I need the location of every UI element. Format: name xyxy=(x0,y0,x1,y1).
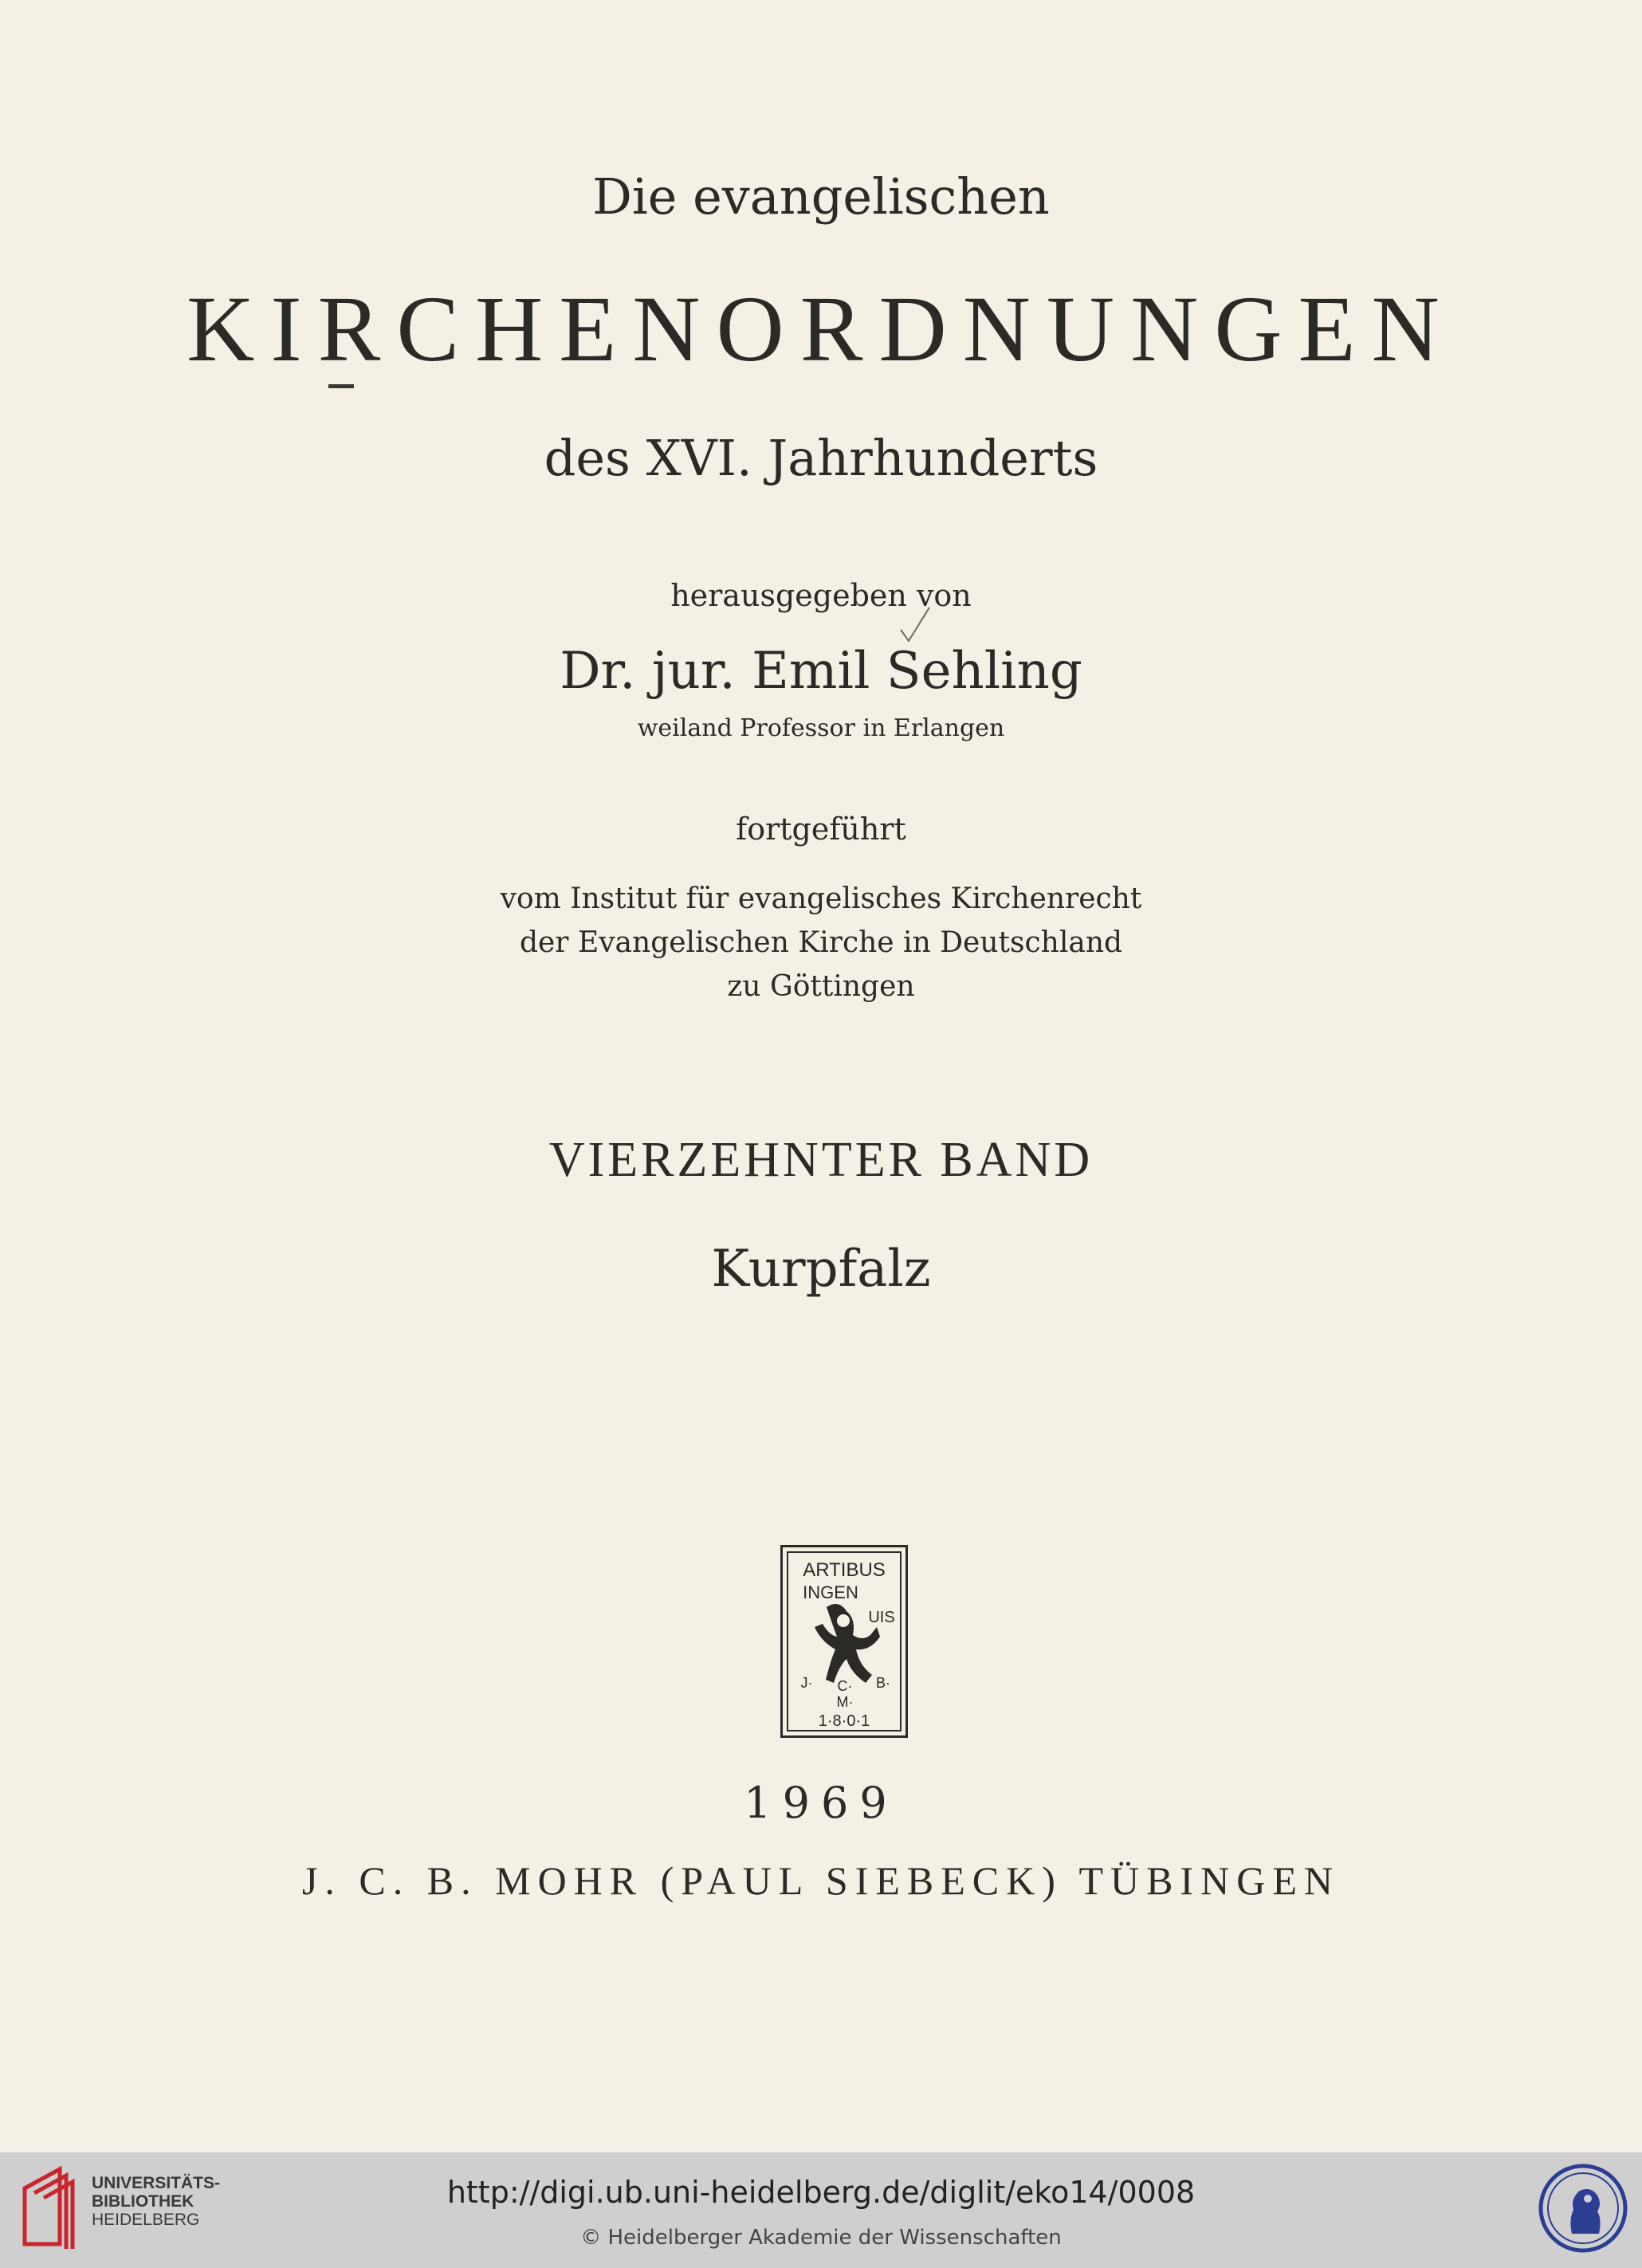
logo-text: B· xyxy=(876,1675,890,1691)
institute-block xyxy=(0,877,1642,1008)
region-title: Kurpfalz xyxy=(711,1240,931,1299)
logo-text: INGEN xyxy=(803,1582,858,1602)
permalink[interactable]: http://digi.ub.uni-heidelberg.de/diglit/eko14/0008 xyxy=(446,2175,1196,2210)
author-role: weiland Professor in Erlangen xyxy=(637,714,1005,742)
publication-year: 1969 xyxy=(744,1778,898,1828)
academy-seal-icon xyxy=(1538,2164,1628,2253)
subtitle-top: Die evangelischen xyxy=(592,167,1050,226)
pencil-checkmark-icon xyxy=(899,606,931,644)
author-name: Dr. jur. Emil Sehling xyxy=(560,642,1082,701)
pencil-mark xyxy=(328,384,354,388)
edited-by-line: herausgegeben von xyxy=(670,578,972,613)
logo-text: ARTIBUS xyxy=(803,1559,886,1581)
logo-text: UIS xyxy=(868,1609,895,1626)
publisher-line: J. C. B. MOHR (PAUL SIEBECK) TÜBINGEN xyxy=(301,1858,1341,1903)
logo-text: J· xyxy=(800,1675,813,1691)
library-logo-line: BIBLIOTHEK xyxy=(92,2192,194,2211)
lion-emblem-icon xyxy=(783,1547,905,1735)
logo-text: 1·8·0·1 xyxy=(818,1712,870,1730)
library-logo-line: UNIVERSITÄTS- xyxy=(92,2174,221,2192)
institute-line: zu Göttingen xyxy=(727,970,915,1003)
logo-text: C· xyxy=(837,1678,853,1694)
copyright-notice: © Heidelberger Akademie der Wissenschaften xyxy=(580,2226,1062,2250)
volume-title: VIERZEHNTER BAND xyxy=(548,1133,1094,1187)
continued-line: fortgeführt xyxy=(736,812,906,847)
digitization-footer xyxy=(0,2152,1642,2268)
library-logo-line: HEIDELBERG xyxy=(92,2211,200,2229)
institute-line: vom Institut für evangelisches Kirchenrecht xyxy=(500,882,1142,915)
logo-text: M· xyxy=(836,1694,854,1710)
century-line: des XVI. Jahrhunderts xyxy=(544,429,1098,487)
publisher-logo xyxy=(780,1545,908,1738)
institute-line: der Evangelischen Kirche in Deutschland xyxy=(519,926,1123,959)
main-title: KIRCHENORDNUNGEN xyxy=(187,277,1455,381)
